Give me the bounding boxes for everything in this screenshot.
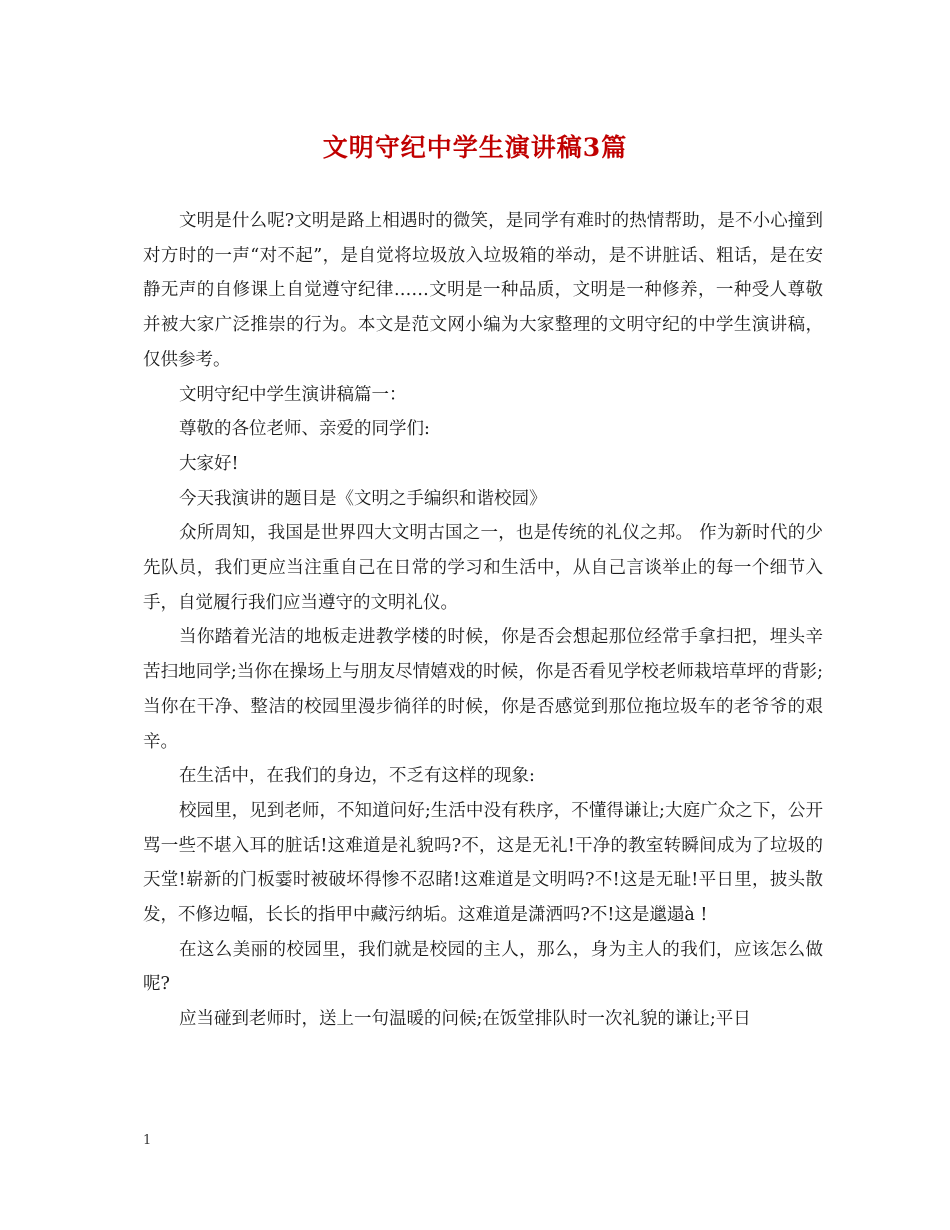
paragraph-speech-topic: 今天我演讲的题目是《文明之手编织和谐校园》 xyxy=(179,488,547,509)
paragraph-body: 应当碰到老师时，送上一句温暖的问候;在饭堂排队时一次礼貌的谦让;平日 xyxy=(179,1009,751,1030)
paragraph-section-heading: 文明守纪中学生演讲稿篇一： xyxy=(179,384,407,405)
paragraph-body: 校园里，见到老师，不知道问好;生活中没有秩序，不懂得谦让;大庭广众之下，公开骂一些不堪入耳的脏话!这难道是礼貌吗?不，这是无礼!干净的教室转瞬间成为了垃圾的天堂!崭新的门板霎时被破坏得惨不忍睹!这难道是文明吗?不!这是无耻!平日里，披头散发，不修边幅，长长的指甲中藏污纳垢。这难道是潇洒吗?不!这是邋遢à ! xyxy=(143,800,823,926)
paragraph-intro: 文明是什么呢?文明是路上相遇时的微笑，是同学有难时的热情帮助，是不小心撞到对方时的一声“对不起”，是自觉将垃圾放入垃圾箱的举动，是不讲脏话、粗话，是在安静无声的自修课上自觉遵守纪律……文明是一种品质，文明是一种修养，一种受人尊敬并被大家广泛推崇的行为。本文是范文网小编为大家整理的文明守纪的中学生演讲稿，仅供参考。 xyxy=(143,211,823,370)
paragraph-body: 在生活中，在我们的身边，不乏有这样的现象: xyxy=(179,766,535,787)
document-body xyxy=(143,204,823,1037)
paragraph-salutation: 尊敬的各位老师、亲爱的同学们: xyxy=(179,419,430,440)
page-number: 1 xyxy=(143,1133,152,1148)
document-title: 文明守纪中学生演讲稿3篇 xyxy=(322,133,628,162)
paragraph-body: 众所周知，我国是世界四大文明古国之一，也是传统的礼仪之邦。 作为新时代的少先队员，我们更应当注重自己在日常的学习和生活中，从自己言谈举止的每一个细节入手，自觉履行我们应当遵守的文明礼仪。 xyxy=(143,523,823,613)
paragraph-body: 当你踏着光洁的地板走进教学楼的时候，你是否会想起那位经常手拿扫把，埋头辛苦扫地同学;当你在操场上与朋友尽情嬉戏的时候，你是否看见学校老师栽培草坪的背影;当你在干净、整洁的校园里漫步徜徉的时候，你是否感觉到那位拖垃圾车的老爷爷的艰辛。 xyxy=(143,627,823,752)
paragraph-body: 在这么美丽的校园里，我们就是校园的主人，那么，身为主人的我们，应该怎么做呢? xyxy=(143,939,823,995)
paragraph-greeting: 大家好! xyxy=(179,453,239,474)
